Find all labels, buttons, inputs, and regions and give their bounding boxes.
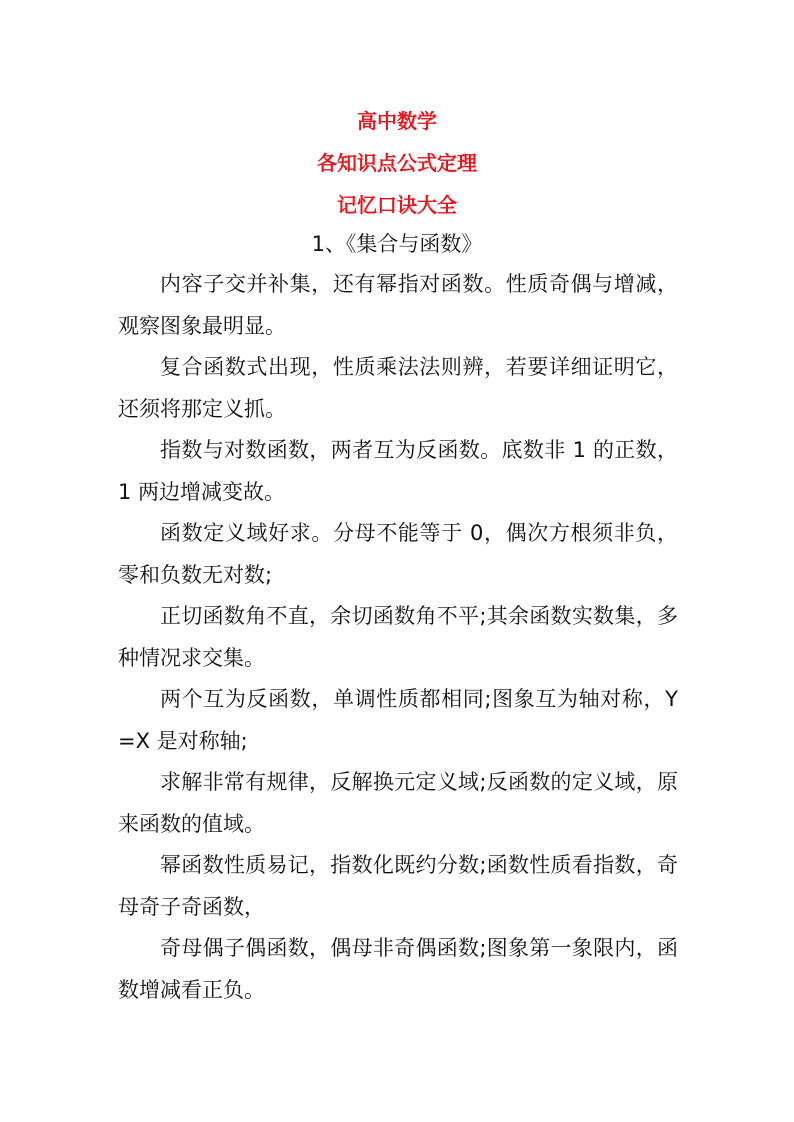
paragraph: 求解非常有规律，反解换元定义域;反函数的定义域，原来函数的值域。 [118,770,678,836]
paragraph: 内容子交并补集，还有幂指对函数。性质奇偶与增减，观察图象最明显。 [118,272,678,338]
paragraph: 复合函数式出现，性质乘法法则辨，若要详细证明它，还须将那定义抓。 [118,355,678,421]
title-subject: 高中数学 [357,109,437,133]
paragraph: 两个互为反函数，单调性质都相同;图象互为轴对称，Y=X 是对称轴; [118,687,678,753]
paragraph: 奇母偶子偶函数，偶母非奇偶函数;图象第一象限内，函数增减看正负。 [118,936,678,1002]
paragraph: 函数定义域好求。分母不能等于 0，偶次方根须非负，零和负数无对数; [118,521,678,587]
paragraph: 指数与对数函数，两者互为反函数。底数非 1 的正数，1 两边增减变故。 [118,438,678,504]
paragraph: 幂函数性质易记，指数化既约分数;函数性质看指数，奇母奇子奇函数， [118,853,678,919]
title-collection: 记忆口诀大全 [337,193,457,217]
section-heading: 1、《集合与函数》 [311,232,483,256]
title-topic: 各知识点公式定理 [317,151,477,175]
paragraph: 正切函数角不直，余切函数角不平;其余函数实数集，多种情况求交集。 [118,604,678,670]
body-text [118,264,678,1011]
title-block [0,100,794,226]
